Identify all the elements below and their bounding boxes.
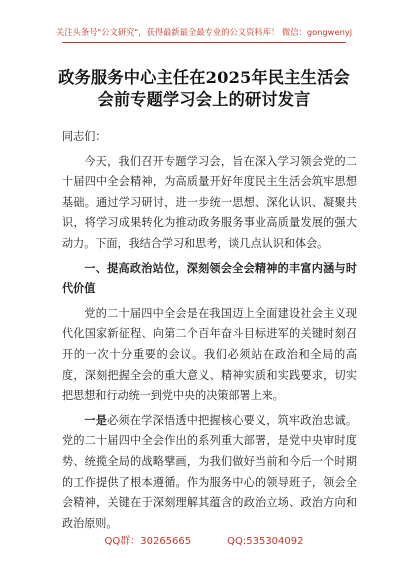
paragraph-point-one: [62, 411, 357, 535]
footer-qq-group: QQ群：30265665: [104, 536, 192, 547]
footer-contact: [0, 532, 408, 547]
document-title: [40, 67, 368, 111]
point-one-body: 必须在学深悟透中把握核心要义，筑牢政治忠诚。党的二十届四中全会作出的系列重大部署，是党中央审时度势、统揽全局的战略擘画，为我们做好当前和今后一个时期的工作提供了根本遵循。作为服务中心的领导班子，领会全会精神，关键在于深刻理解其蕴含的政治立场、政治方向和政治原则。: [62, 413, 357, 530]
paragraph-intro: 今天，我们召开专题学习会，旨在深入学习领会党的二十届四中全会精神，为高质量开好年度民主生活会筑牢思想基础。通过学习研讨，进一步统一思想、深化认识、凝聚共识，将学习成果转化为推动政务服务事业高质量发展的强大动力。下面，我结合学习和思考，谈几点认识和体会。: [62, 154, 357, 250]
title-line-2: 会前专题学习会上的研讨发言: [97, 90, 311, 109]
header-divider: [62, 42, 346, 43]
point-one-lead: 一是: [84, 413, 108, 427]
document-body: [62, 127, 357, 534]
title-line-1: 政务服务中心主任在2025年民主生活会: [58, 68, 350, 87]
salutation: 同志们：: [62, 130, 107, 143]
section-heading-1: 一、提高政治站位，深刻领会全会精神的丰富内涵与时代价值: [62, 261, 357, 296]
paragraph-significance: 党的二十届四中全会是在我国迈上全面建设社会主义现代化国家新征程、向第二个百年奋斗目标进军的关键时刻召开的一次十分重要的会议。我们必须站在政治和全局的高度，深刻把握全会的重大意义、精神实质和实践要求，切实把思想和行动统一到党中央的决策部署上来。: [62, 306, 357, 403]
footer-qq: QQ:535304092: [227, 536, 304, 547]
header-note: 关注头条号"公文研究"，获得最新最全最专业的公文资料库！ 微信：gongwenyj: [55, 27, 353, 37]
